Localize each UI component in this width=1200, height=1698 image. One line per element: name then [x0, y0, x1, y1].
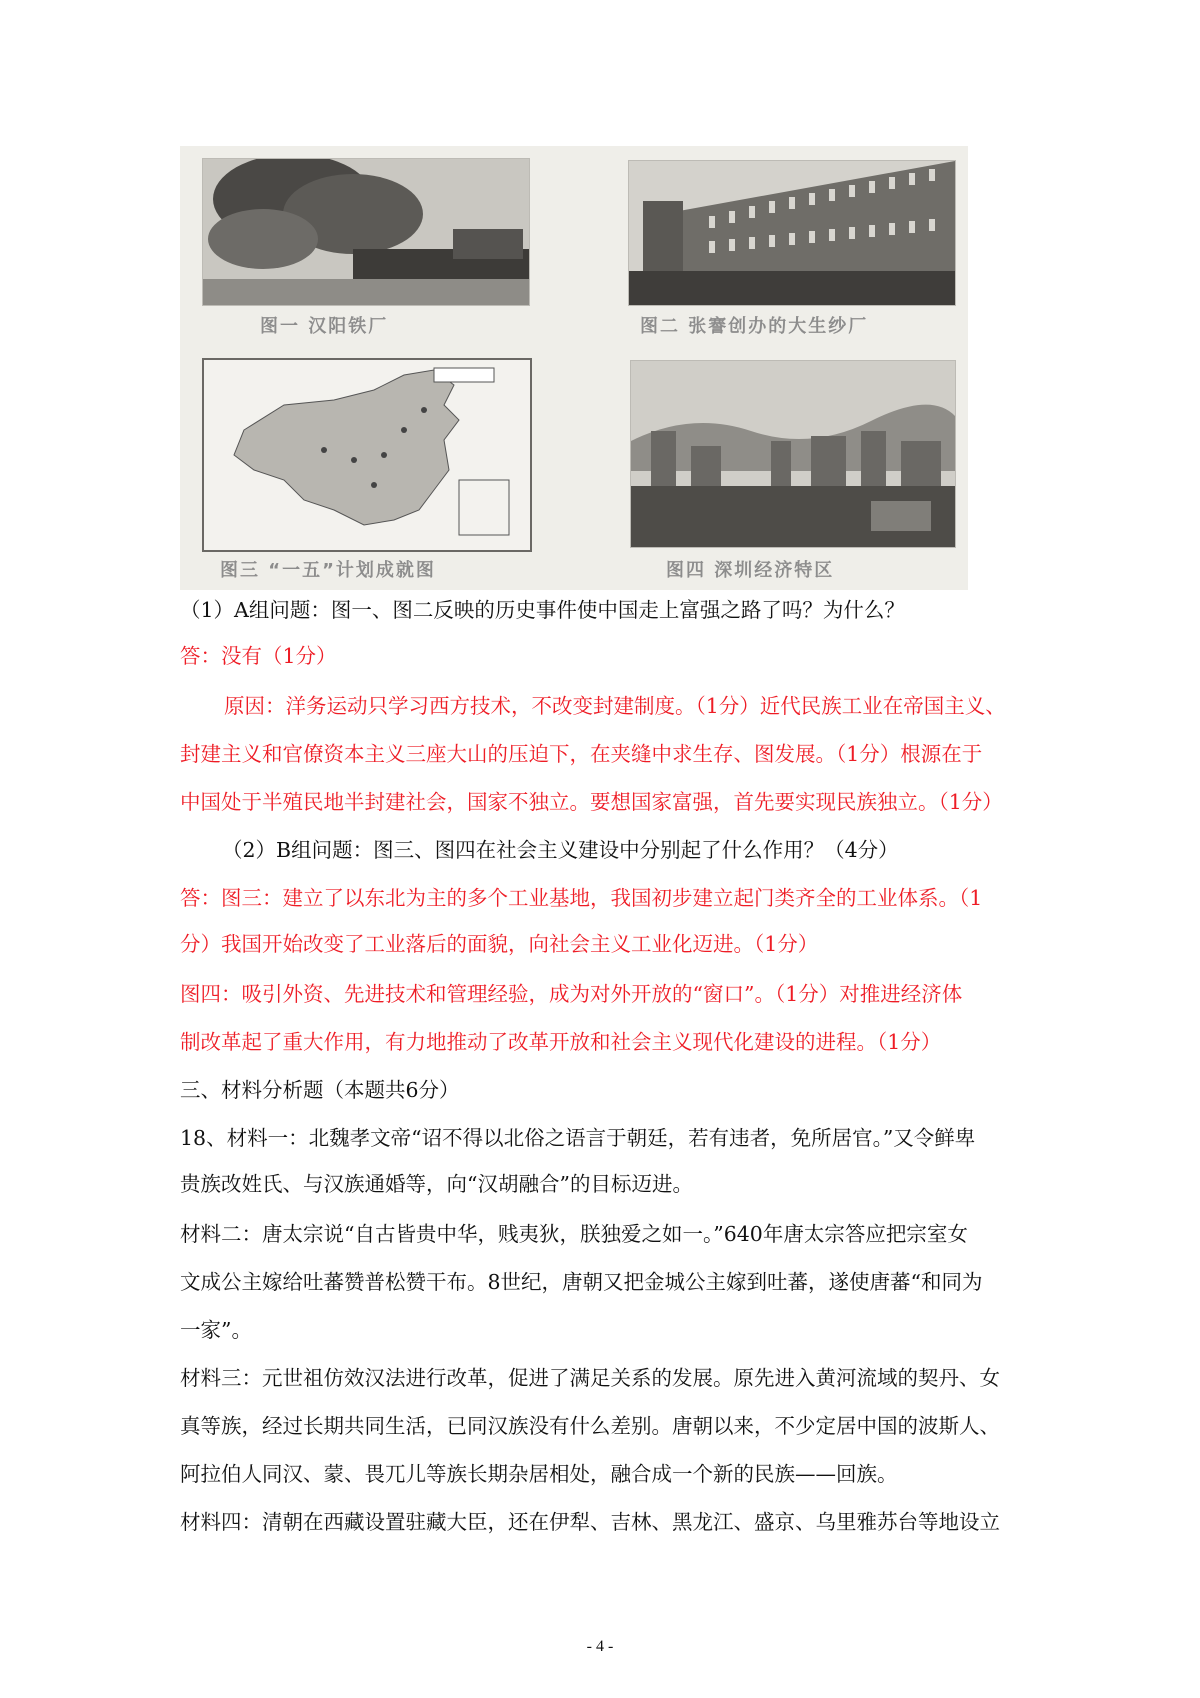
- material-1-line-1: 18、材料一：北魏孝文帝“诏不得以北俗之语言于朝廷，若有违者，免所居官。”又令鲜卑: [180, 1126, 976, 1150]
- answer-b-line-3: 图四：吸引外资、先进技术和管理经验，成为对外开放的“窗口”。（1分）对推进经济体: [180, 982, 963, 1006]
- answer-a-conclusion: 答：没有（1分）: [180, 644, 337, 668]
- city-skyline-image: [631, 361, 955, 547]
- answer-b-line-1: 答：图三：建立了以东北为主的多个工业基地，我国初步建立起门类齐全的工业体系。（1: [180, 886, 983, 910]
- figure-2-caption: 图二 张謇创办的大生纱厂: [640, 316, 869, 337]
- five-year-plan-map: [202, 358, 532, 552]
- shenzhen-sez-photo: [630, 360, 956, 548]
- material-4-line-1: 材料四：清朝在西藏设置驻藏大臣，还在伊犁、吉林、黑龙江、盛京、乌里雅苏台等地设立: [180, 1510, 1000, 1534]
- material-3-line-1: 材料三：元世祖仿效汉法进行改革，促进了满足关系的发展。原先进入黄河流域的契丹、女: [180, 1366, 1000, 1390]
- answer-a-reason-line-2: 封建主义和官僚资本主义三座大山的压迫下，在夹缝中求生存、图发展。（1分）根源在于: [180, 742, 983, 766]
- answer-a-reason-line-1: 原因：洋务运动只学习西方技术，不改变封建制度。（1分）近代民族工业在帝国主义、: [224, 694, 1006, 718]
- material-3-line-3: 阿拉伯人同汉、蒙、畏兀儿等族长期杂居相处，融合成一个新的民族——回族。: [180, 1462, 898, 1486]
- figure-4-caption: 图四 深圳经济特区: [666, 560, 835, 581]
- dasheng-mill-photo: [628, 160, 956, 306]
- material-2-line-1: 材料二：唐太宗说“自古皆贵中华，贱夷狄，朕独爱之如一。”640年唐太宗答应把宗室女: [180, 1222, 968, 1246]
- page-number: - 4 -: [586, 1638, 614, 1655]
- figure-3-caption: 图三 “一五”计划成就图: [220, 560, 436, 581]
- question-b: （2）B组问题：图三、图四在社会主义建设中分别起了什么作用？（4分）: [222, 838, 899, 862]
- answer-b-line-4: 制改革起了重大作用，有力地推动了改革开放和社会主义现代化建设的进程。（1分）: [180, 1030, 942, 1054]
- material-1-line-2: 贵族改姓氏、与汉族通婚等，向“汉胡融合”的目标迈进。: [180, 1172, 693, 1196]
- figure-group: [180, 146, 968, 590]
- answer-b-line-2: 分）我国开始改变了工业落后的面貌，向社会主义工业化迈进。（1分）: [180, 932, 819, 956]
- question-a: （1）A组问题：图一、图二反映的历史事件使中国走上富强之路了吗？为什么？: [180, 598, 905, 622]
- figure-1-caption: 图一 汉阳铁厂: [260, 316, 389, 337]
- mill-building-image: [629, 161, 955, 305]
- material-2-line-2: 文成公主嫁给吐蕃赞普松赞干布。8世纪，唐朝又把金城公主嫁到吐蕃，遂使唐蕃“和同为: [180, 1270, 983, 1294]
- section-heading: 三、材料分析题（本题共6分）: [180, 1078, 460, 1102]
- china-map-image: [204, 360, 530, 550]
- hanyang-ironworks-photo: [202, 158, 530, 306]
- material-3-line-2: 真等族，经过长期共同生活，已同汉族没有什么差别。唐朝以来，不少定居中国的波斯人、: [180, 1414, 1000, 1438]
- material-2-line-3: 一家”。: [180, 1318, 252, 1342]
- answer-a-reason-line-3: 中国处于半殖民地半封建社会，国家不独立。要想国家富强，首先要实现民族独立。（1分）: [180, 790, 1003, 814]
- factory-smoke-image: [203, 159, 529, 305]
